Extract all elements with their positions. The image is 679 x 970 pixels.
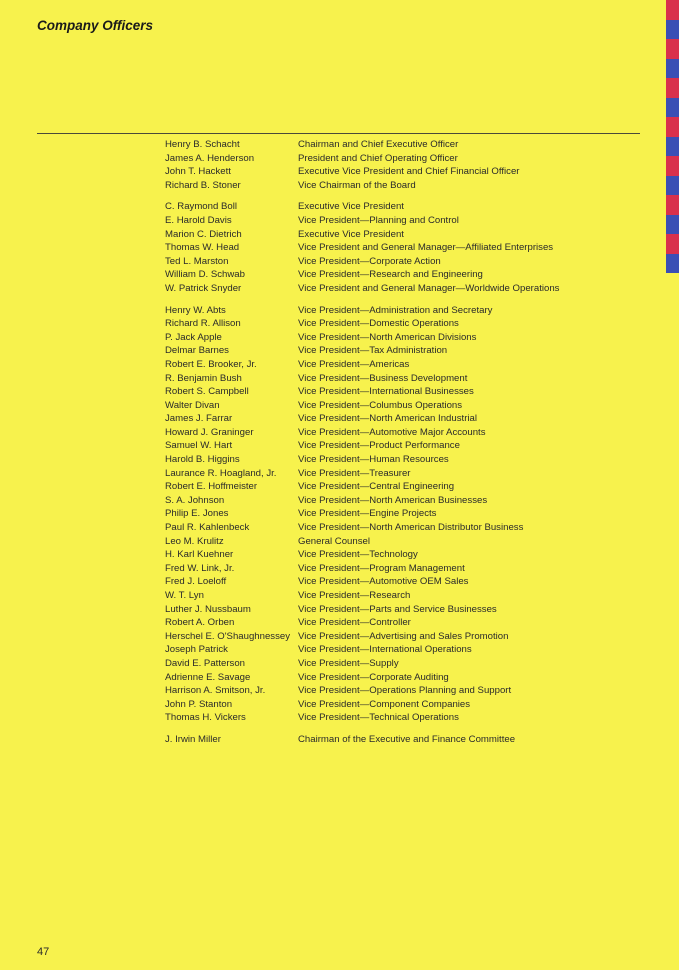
officer-name: Henry W. Abts [165,304,226,316]
edge-color-block [666,137,679,157]
officer-name: Richard B. Stoner [165,179,241,191]
officer-name: Henry B. Schacht [165,139,240,150]
officer-name: David E. Patterson [165,657,245,669]
officer-title: Vice President—Supply [298,657,399,669]
officer-row [165,255,635,269]
officer-title: Vice President—Technical Operations [298,712,459,724]
officer-name: Walter Divan [165,399,220,411]
edge-color-block [666,0,679,20]
officer-title: Vice President—Engine Projects [298,508,437,520]
edge-color-block [666,176,679,196]
officer-row [165,412,635,426]
officer-name: Thomas W. Head [165,242,240,254]
officer-name: Laurance R. Hoagland, Jr. [165,467,277,479]
officer-title: Vice President—Central Engineering [298,481,455,493]
officer-row [165,671,635,685]
officer-title: Vice President—Human Resources [298,454,449,466]
officer-row [165,200,635,214]
officer-name: Fred J. Loeloff [165,576,227,588]
officer-name: Herschel E. O'Shaughnessey [165,630,291,642]
officer-row [165,138,635,152]
officer-row [165,562,635,576]
officer-title: Vice President—North American Businesses [298,494,488,506]
edge-color-block [666,254,679,274]
officer-title: President and Chief Operating Officer [298,152,458,164]
officer-title: Vice President—Planning and Control [298,214,459,226]
officer-row [165,426,635,440]
officer-title: Vice President—Administration and Secretary [298,304,493,316]
officer-row [165,575,635,589]
officer-title: Vice President—Advertising and Sales Promotion [298,630,509,642]
officer-title: Vice President—Business Development [298,372,468,384]
officer-name: H. Karl Kuehner [165,549,234,561]
officer-name: W. T. Lyn [165,590,204,601]
officer-row [165,507,635,521]
officer-title: Vice President—Automotive OEM Sales [298,576,469,588]
officer-row [165,467,635,481]
officer-title: Vice President—Treasurer [298,467,411,479]
officer-group [165,138,635,192]
officer-name: Robert S. Campbell [165,386,249,398]
officer-row [165,698,635,712]
officer-title: Vice President—Tax Administration [298,345,448,357]
officer-title: Vice President—Product Performance [298,440,460,452]
edge-color-block [666,59,679,79]
officer-title: Vice President—Operations Planning and Support [298,685,512,697]
edge-color-strip [666,0,679,273]
officer-row [165,494,635,508]
officer-name: Luther J. Nussbaum [165,603,251,615]
officer-title: Vice President—International Operations [298,644,472,656]
officer-row [165,165,635,179]
officer-row [165,535,635,549]
officer-row [165,317,635,331]
edge-color-block [666,98,679,118]
edge-color-block [666,78,679,98]
edge-color-block [666,39,679,59]
officer-name: J. Irwin Miller [165,733,221,745]
officer-row [165,385,635,399]
officer-row [165,282,635,296]
officer-name: S. A. Johnson [165,494,225,506]
officer-row [165,548,635,562]
officer-name: John P. Stanton [165,698,233,710]
edge-color-block [666,156,679,176]
officer-row [165,657,635,671]
officers-list [165,138,635,755]
officer-name: Ted L. Marston [165,255,229,267]
edge-color-block [666,117,679,137]
officer-name: John T. Hackett [165,166,231,178]
officer-title: Vice President—Corporate Auditing [298,671,449,683]
officer-title: Vice President—Program Management [298,562,465,574]
officer-row [165,521,635,535]
officer-name: Robert A. Orben [165,617,235,629]
officer-name: P. Jack Apple [165,331,222,343]
officer-name: Marion C. Dietrich [165,228,242,240]
officer-name: E. Harold Davis [165,214,232,226]
officer-row [165,711,635,725]
officer-group [165,733,635,747]
officer-name: Paul R. Kahlenbeck [165,522,250,534]
officer-name: Delmar Barnes [165,345,229,357]
officer-title: Vice President—Parts and Service Businesses [298,603,497,615]
officer-row [165,603,635,617]
officer-name: Robert E. Brooker, Jr. [165,358,257,370]
officer-name: James A. Henderson [165,152,255,164]
page-title: Company Officers [37,18,154,33]
officer-name: Harrison A. Smitson, Jr. [165,685,266,697]
officer-title: Vice President—Research [298,590,411,601]
officer-group [165,304,635,725]
officer-row [165,268,635,282]
officer-row [165,439,635,453]
officer-name: Adrienne E. Savage [165,671,251,683]
officer-row [165,214,635,228]
officer-name: Joseph Patrick [165,644,228,656]
officer-name: Robert E. Hoffmeister [165,481,258,493]
officer-title: Vice President—North American Distributor Business [298,522,524,534]
officer-title: Executive Vice President [298,201,404,213]
officer-title: Vice President—Corporate Action [298,255,441,267]
page-number: 47 [37,946,50,958]
officer-name: William D. Schwab [165,269,245,281]
officer-name: R. Benjamin Bush [165,372,242,384]
edge-color-block [666,234,679,254]
officer-title: Vice President—Controller [298,617,411,629]
officer-title: Vice President—Americas [298,358,410,370]
officer-name: Leo M. Krulitz [165,535,224,547]
officer-title: Vice President—Research and Engineering [298,269,483,281]
officer-title: Executive Vice President and Chief Financial Officer [298,166,520,178]
officer-title: Vice President—Technology [298,549,418,561]
officer-row [165,152,635,166]
officer-row [165,630,635,644]
officer-row [165,399,635,413]
officer-name: W. Patrick Snyder [165,282,242,294]
officer-row [165,241,635,255]
officer-row [165,331,635,345]
officer-row [165,304,635,318]
officer-name: C. Raymond Boll [165,201,237,213]
officer-title: Vice President—Domestic Operations [298,318,459,330]
officer-title: Vice President—North American Divisions [298,331,477,343]
officer-row [165,616,635,630]
officer-title: Vice President—Columbus Operations [298,399,463,411]
officer-row [165,372,635,386]
officer-row [165,344,635,358]
officer-name: Thomas H. Vickers [165,712,246,724]
officer-name: Samuel W. Hart [165,440,233,452]
officer-title: Vice President—Component Companies [298,698,471,710]
officer-title: Chairman of the Executive and Finance Committee [298,733,516,745]
officer-title: Vice President—North American Industrial [298,413,477,425]
officer-name: Fred W. Link, Jr. [165,562,235,574]
officer-row [165,453,635,467]
officer-row [165,179,635,193]
officer-name: James J. Farrar [165,413,233,425]
officer-group [165,200,635,295]
edge-color-block [666,20,679,40]
officer-name: Philip E. Jones [165,508,229,520]
officer-title: Vice President—International Businesses [298,386,474,398]
officer-row [165,643,635,657]
edge-color-block [666,195,679,215]
officer-row [165,480,635,494]
officer-title: General Counsel [298,535,370,547]
officer-name: Howard J. Graninger [165,426,254,438]
officer-name: Richard R. Allison [165,318,241,330]
officer-row [165,589,635,603]
officer-title: Vice President—Automotive Major Accounts [298,426,486,438]
officer-title: Executive Vice President [298,228,404,240]
officer-row [165,228,635,242]
officer-name: Harold B. Higgins [165,454,240,466]
officer-row [165,684,635,698]
officer-title: Vice President and General Manager—Affiliated Enterprises [298,242,554,254]
header-rule [37,133,640,134]
officer-title: Vice Chairman of the Board [298,179,416,191]
officer-row [165,733,635,747]
officer-title: Chairman and Chief Executive Officer [298,139,459,150]
edge-color-block [666,215,679,235]
officer-title: Vice President and General Manager—Worldwide Operations [298,282,560,294]
officer-row [165,358,635,372]
